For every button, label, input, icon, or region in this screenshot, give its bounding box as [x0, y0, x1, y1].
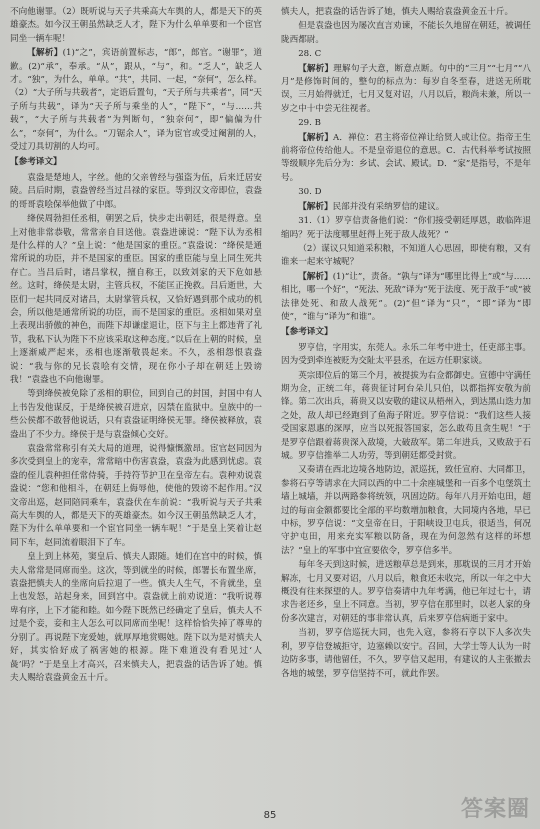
analysis-tag: 【解析】	[298, 271, 333, 282]
left-column	[10, 6, 262, 686]
text-paragraph: 罗亨信，字用实，东莞人。永乐二年考中进士，任吏部主事。因为受到牵连被贬为交阯太平县丞，在远方任职家谈。	[281, 342, 531, 367]
watermark-logo: 答案圈	[460, 797, 530, 822]
text-paragraph: 袁盎是楚地人，字丝。他的父亲曾经与强盗为伍，后来迁居安陵。吕后时期，袁盎曾经当过吕禄的家臣。等到汉文帝即位，袁盎的哥哥袁哙保举他做了中郎。	[10, 172, 262, 210]
text-paragraph: 29. B	[298, 118, 321, 129]
text-paragraph: 皇上到上林苑，窦皇后、慎夫人跟随。她们在宫中的时候，慎夫人常常是同席而坐。这次，等到就坐的时候，郎署长布置坐席，袁盎把慎夫人的坐席向后拉退了一些。慎夫人生气，不肯就坐，皇上也发怒，站起身来，回到宫中。袁盎就上前劝说道：“我听说尊卑有序，上下才能和睦。如今陛下既然已经确定了皇后，慎夫人不过是个妾，妾和主人怎么可以同席而坐呢！这样恰恰失掉了尊卑的分别了。再说陛下宠爱她，就厚厚地赏赐她。陛下以为是对慎夫人好，其实恰好成了祸害她的根源。陛下难道没有看见过‘人彘’吗？”于是皇上才高兴，召来慎夫人，把袁盎的话告诉了她。慎夫人赐给袁盎黄金五十斤。	[10, 552, 262, 683]
text-paragraph: 当初，罗亨信巡抚大同，也先入寇，参将石亨以下人多次失利，罗亨信登城拒守，边塞赖以安宁。召回，大学士等人认为一时边防多事，请他留任，不久，罗亨信又起用，有建议的人主张撤去各地的城堡，罗亨信坚持不可，就此作罢。	[281, 628, 531, 679]
analysis-text: A．禅位：君主将帝位禅让给贤人或让位。指帝王生前将帝位传给他人。不是皇帝退位的意思。C．古代科举考试按照等级顺序先后分为：乡试、会试、殿试。D．“家”是指号，不是年号。	[281, 132, 531, 183]
text-paragraph: 等到绛侯被免除了丞相的职位，回到自己的封国，封国中有人上书告发他谋反，于是绛侯被召进京，囚禁在监狱中。皇族中的一些公侯都不敢替他说话，只有袁盎证明绛侯无罪。绛侯被释放，袁盎出了不少力。绛侯于是与袁盎倾心交好。	[10, 389, 262, 440]
text-paragraph: 袁盎常常称引有关大局的道理，说得慷慨激昂。宦官赵同因为多次受到皇上的宠幸，常常暗中伤害袁盎，袁盎为此感到忧虑。袁盎的侄儿袁种担任常侍骑，手持符节护卫在皇帝左右。袁种劝说袁盎说：“您和他相斗，在朝廷上侮辱他，使他的毁谤不起作用。”汉文帝出巡，赵同陪同乘车，袁盎伏在车前说：“我听说与天子共乘高大车舆的人，都是天下的英雄豪杰。如今汉王朝虽然缺乏人才，陛下为什么单单要和一个宦官同坐一辆车呢！”于是皇上笑着让赵同下车，赵同流着眼泪下了车。	[10, 444, 262, 548]
right-column	[281, 6, 531, 682]
analysis-tag: 【解析】	[298, 201, 333, 212]
text-paragraph: 每年冬天到这时候，进送粮草总是到来，那耽误的三月才开始解冻，七月又要对诏，八月以后，粮食还未收完，所以一年之中大概没有往来探望的人。罗亨信奏请中九年考满，他已年过七十，请求告老还乡，皇上不同意。当初，罗亨信在那里时，以老人家的身份多次建言，对朝廷的事非常认真，后来罗亨信病逝于家中。	[281, 560, 531, 624]
section-heading: 【参考译文】	[10, 157, 62, 168]
section-heading: 【参考译文】	[281, 327, 333, 338]
analysis-text: (1)“让”，责备。“孰与”译为“哪里比得上”或“与……相比，哪一个好”，“死法、死敌”译为“死于法度、死于敌手”或“被法律处死、和敌人战死”。(2)“但”译为“只”，“即”译为“即使”，“谁与”译为“和谁”。	[281, 271, 531, 322]
text-paragraph: 30. D	[298, 187, 322, 198]
analysis-tag: 【解析】	[298, 132, 334, 143]
analysis-paragraph	[281, 132, 531, 186]
text-paragraph: （2）谋议只知道采积粮，不知道人心思固，即使有粮，又有谁来一起来守城呢？	[281, 243, 531, 268]
analysis-text: (1)“之”，宾语前置标志，“郎”，郎官。“谢罪”，道歉。(2)“承”，奉承。“从”，跟从，“与”，和。“乏人”，缺乏人才。“独”，为什么，单单。“共”，共同、一起，“奈何”，怎么样。（2）“大子所与共载者”，定语后置句，“天子所与共乘者”，同“天子所与共载”，译为“天子所与乘坐的人”，“陛下”，“与……共载”，“大子所与共载者”为判断句，“独奈何”，即“偏偏为什么”，“奈何”，为什么。“刀锯余人”，译为宦官或受过阉割的人，受过刀具切割的人均可。	[10, 48, 262, 153]
page-number: 85	[263, 810, 277, 821]
analysis-paragraph	[10, 47, 262, 154]
text-paragraph: 但是袁盎也因为屡次直言劝谏，不能长久地留在朝廷，被调任陇西都尉。	[281, 21, 531, 45]
analysis-paragraph	[281, 63, 531, 117]
analysis-tag: 【解析】	[27, 48, 63, 59]
text-paragraph: 绛侯周勃担任丞相，朝罢之后，快步走出朝廷，很是得意。皇上对他非常恭敬，常常亲自目送他。袁盎进谏说：“陛下认为丞相是什么样的人？”皇上说：“他是国家的重臣。”袁盎说：“绛侯是通常所说的功臣，并不是国家的重臣。国家的重臣能与皇上同生死共存亡。当吕后时，诸吕掌权，擅自称王，以致刘家的天下危如悬丝。这时，绛侯是太尉，主管兵权，不能匡正挽救。吕后逝世，大臣们一起共同反对诸吕，太尉掌管兵权，又恰好遇到那个成功的机会，所以他是通常所说的功臣，而不是国家的重臣。丞相如果对皇上表现出骄傲的神色，而陛下却谦虚退让，臣下与主上都违背了礼节，我私下认为陛下不应该采取这种态度。”以后在上朝的时候，皇上逐渐威严起来，丞相也逐渐敬畏起来。不久，丞相怨恨袁盎说：“我与你的兄长袁哙有交情，现在你小子却在朝廷上毁谤我！”袁盎也不向他谢罪。	[10, 214, 262, 385]
analysis-paragraph	[281, 271, 531, 325]
analysis-tag: 【解析】	[298, 63, 334, 74]
analysis-paragraph	[281, 201, 531, 214]
text-paragraph: 慎夫人，把袁盎的话告诉了她，慎夫人赐给袁盎黄金五十斤。	[281, 7, 514, 17]
text-paragraph: 不向他谢罪。（2）既听说与天子共乘高大车舆的人，都是天下的英雄豪杰。如今汉王朝虽然缺乏人才，陛下为什么单单要和一个宦官同坐一辆车呢！	[10, 7, 262, 44]
text-paragraph: 又奏请在西北边境各地防边，派巡抚，致任宣府、大同都卫，参将石亨等请求在大同以西的中二十余座城堡和一百多个屯堡筑土墙上城墙，并以两路参将统领，巩固边防。每年八月开始屯田，超过的每亩金额都要比全部的平均数增加粮食，大同境内各地，早已中标，罗亨信说：“文皇帝在日，于阳峡设卫屯兵，很适当，何况守护屯田，用来充实军粮以防备，现在为何忽然有这样的坏想法？”皇上的军事中宜宣要依令，罗亨信多半。	[281, 465, 531, 556]
text-paragraph: 31.（1）罗亨信责备他们说：“你们接受朝廷厚恩，敢临阵退缩吗？死于法度哪里赶得上死于敌人战死？”	[281, 216, 531, 240]
analysis-text: 理解句子大意，断意点断。句中的“三月”“七月”“八月”是修饰时间的，整句的标点为：每岁自冬至春，进送无所耽误，三月始得就迁，七月又复对诏，八月以后，粮尚未兼，所以一岁之中十中尝无往视者。	[281, 63, 531, 114]
analysis-text: 民部并没有采纳罗信的建议。	[332, 201, 445, 212]
text-paragraph: 英宗即位后的第三个月，被提拔为右佥都御史。宣德中守满任期为佥，正统二年，蒋贵征讨阿台朵儿只伯，以都指挥安敬为前锋。第二次出兵，蒋贵又以安敬的建议从梧州入，到达黑山迭力加之处，敌人却已经跑到了鱼海子附近。罗亨信说：“我们这些人接受国家恩惠的深厚，应当以死报答国家，怎么敢苟且贪生呢！”于是罗亨信跟着蒋贵深入敌境，大破敌军。第二年进兵，又败敌于石城。罗亨信推举二人功劳，等到朝廷都受封赏。	[281, 370, 531, 461]
text-paragraph: 28. C	[298, 49, 322, 60]
